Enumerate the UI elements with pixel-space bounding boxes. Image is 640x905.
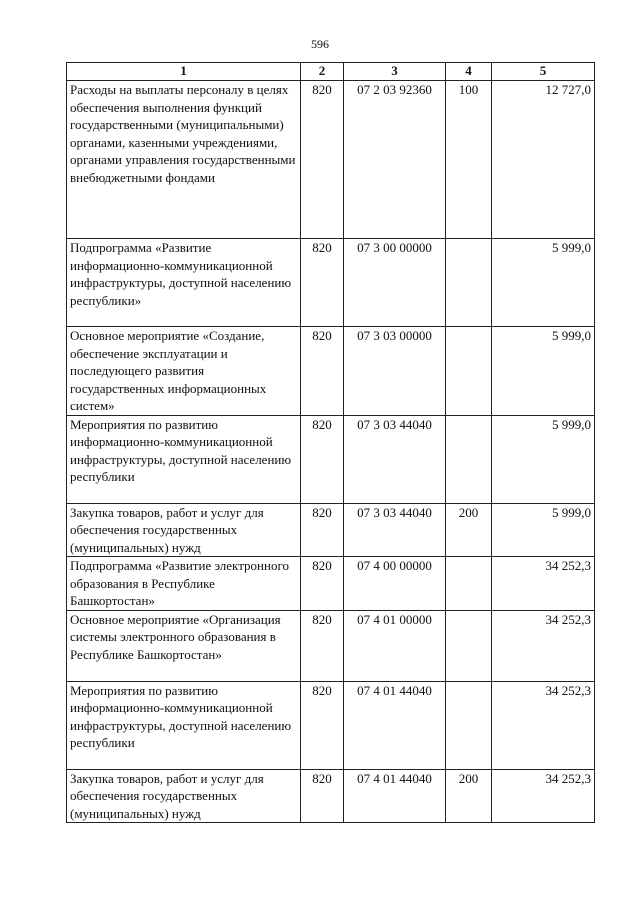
table-row [67, 81, 595, 239]
row-sum: 34 252,3 [492, 681, 595, 769]
row-vr [446, 610, 492, 681]
row-sum: 5 999,0 [492, 239, 595, 327]
table-row [67, 769, 595, 823]
table-row [67, 327, 595, 416]
row-ved: 820 [301, 681, 344, 769]
row-ved: 820 [301, 81, 344, 239]
row-name: Закупка товаров, работ и услуг для обеспечения государственных (муниципальных) нужд [67, 503, 301, 557]
row-csr: 07 4 01 44040 [344, 681, 446, 769]
row-name: Расходы на выплаты персоналу в целях обеспечения выполнения функций государственными (муниципальными) органами, казенными учреждениями, органами управления государственными внебюджетными фондами [67, 81, 301, 239]
row-vr: 200 [446, 503, 492, 557]
row-csr: 07 4 00 00000 [344, 557, 446, 611]
row-ved: 820 [301, 503, 344, 557]
table-header-row [67, 63, 595, 81]
row-name: Закупка товаров, работ и услуг для обеспечения государственных (муниципальных) нужд [67, 769, 301, 823]
table-row [67, 503, 595, 557]
page-number: 596 [311, 37, 329, 51]
row-name: Мероприятия по развитию информационно-коммуникационной инфраструктуры, доступной населению республики [67, 415, 301, 503]
row-csr: 07 2 03 92360 [344, 81, 446, 239]
header-col-1: 1 [67, 63, 301, 81]
header-col-3: 3 [344, 63, 446, 81]
table-row [67, 239, 595, 327]
row-csr: 07 4 01 44040 [344, 769, 446, 823]
row-csr: 07 4 01 00000 [344, 610, 446, 681]
header-col-5: 5 [492, 63, 595, 81]
row-name: Основное мероприятие «Создание, обеспечение эксплуатации и последующего развития государственных информационных систем» [67, 327, 301, 416]
row-ved: 820 [301, 327, 344, 416]
row-name: Подпрограмма «Развитие электронного образования в Республике Башкортостан» [67, 557, 301, 611]
row-name: Подпрограмма «Развитие информационно-коммуникационной инфраструктуры, доступной населению республики» [67, 239, 301, 327]
header-col-4: 4 [446, 63, 492, 81]
budget-table [66, 62, 595, 823]
row-csr: 07 3 03 00000 [344, 327, 446, 416]
row-vr: 100 [446, 81, 492, 239]
row-ved: 820 [301, 769, 344, 823]
row-ved: 820 [301, 415, 344, 503]
row-sum: 34 252,3 [492, 610, 595, 681]
table-row [67, 557, 595, 611]
row-vr: 200 [446, 769, 492, 823]
row-ved: 820 [301, 557, 344, 611]
row-name: Мероприятия по развитию информационно-коммуникационной инфраструктуры, доступной населению республики [67, 681, 301, 769]
table-row [67, 415, 595, 503]
row-csr: 07 3 03 44040 [344, 503, 446, 557]
row-vr [446, 557, 492, 611]
row-csr: 07 3 00 00000 [344, 239, 446, 327]
row-sum: 34 252,3 [492, 769, 595, 823]
row-csr: 07 3 03 44040 [344, 415, 446, 503]
row-vr [446, 239, 492, 327]
header-col-2: 2 [301, 63, 344, 81]
row-ved: 820 [301, 610, 344, 681]
row-sum: 5 999,0 [492, 327, 595, 416]
row-vr [446, 415, 492, 503]
row-name: Основное мероприятие «Организация системы электронного образования в Республике Башкортостан» [67, 610, 301, 681]
row-vr [446, 327, 492, 416]
table-row [67, 681, 595, 769]
row-sum: 5 999,0 [492, 503, 595, 557]
row-vr [446, 681, 492, 769]
table-row [67, 610, 595, 681]
row-sum: 5 999,0 [492, 415, 595, 503]
row-sum: 12 727,0 [492, 81, 595, 239]
row-sum: 34 252,3 [492, 557, 595, 611]
row-ved: 820 [301, 239, 344, 327]
